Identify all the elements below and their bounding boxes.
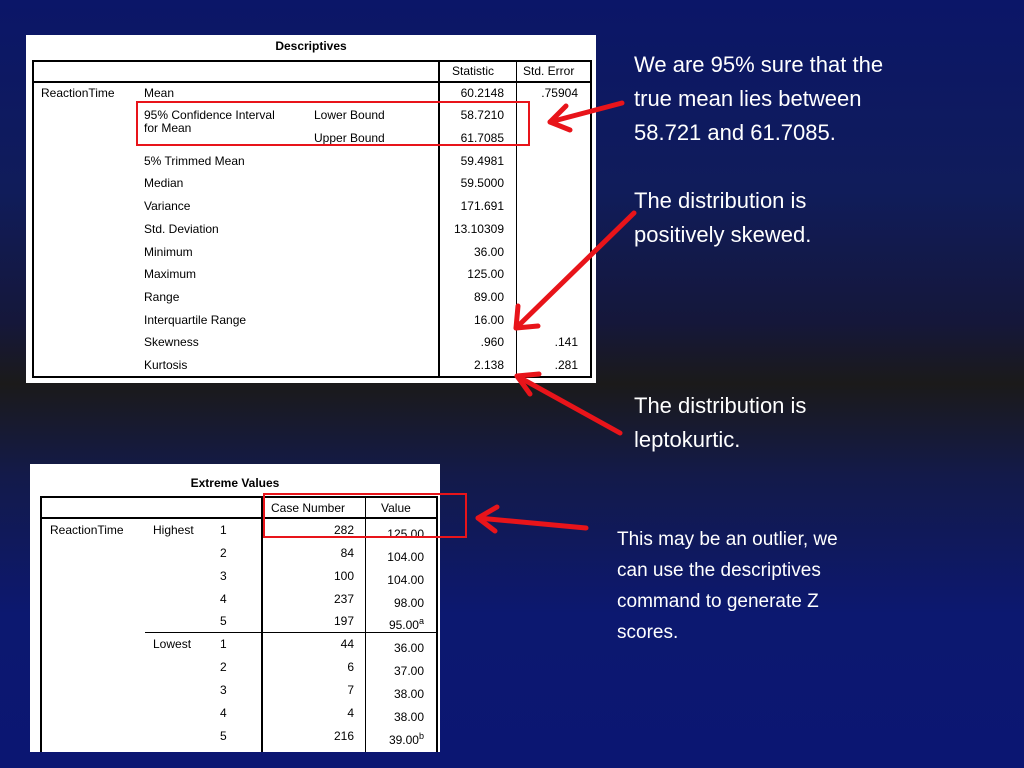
header-case-number: Case Number xyxy=(271,501,346,515)
value-cell xyxy=(366,637,424,655)
table-border xyxy=(32,60,34,378)
case-number: 216 xyxy=(333,729,354,743)
rank: 4 xyxy=(220,706,227,720)
value: 95.00 xyxy=(388,618,419,632)
footnote-marker: b xyxy=(418,731,424,741)
outlier-highlight-box xyxy=(263,493,467,538)
ci-label: 95% Confidence Interval xyxy=(144,108,275,122)
arrow-kurtosis xyxy=(517,376,620,433)
header-value: Value xyxy=(381,501,411,515)
ci-highlight-box xyxy=(136,101,530,146)
variable-label: ReactionTime xyxy=(50,523,124,537)
table-border xyxy=(40,496,42,752)
row-std-error: .281 xyxy=(554,358,578,372)
value: 39.00 xyxy=(388,733,419,747)
header-divider xyxy=(32,81,592,83)
row-label: Variance xyxy=(144,199,191,213)
table-border xyxy=(590,60,592,378)
variable-label: ReactionTime xyxy=(41,86,115,100)
row-statistic: 61.7085 xyxy=(460,131,504,145)
value-cell xyxy=(366,683,424,701)
row-statistic: 36.00 xyxy=(473,245,504,259)
value-cell xyxy=(366,660,424,678)
case-number: 237 xyxy=(333,592,354,606)
value-cell xyxy=(366,706,424,724)
callout-skewness: The distribution is positively skewed. xyxy=(634,188,812,247)
row-label: Std. Deviation xyxy=(144,222,219,236)
row-label: Interquartile Range xyxy=(144,313,247,327)
ci-label: for Mean xyxy=(144,121,192,135)
case-number: 44 xyxy=(340,637,354,651)
row-statistic: 2.138 xyxy=(473,358,504,372)
row-sublabel: Lower Bound xyxy=(314,108,385,122)
rank: 3 xyxy=(220,569,227,583)
row-statistic: 13.10309 xyxy=(453,222,504,236)
row-statistic: 58.7210 xyxy=(460,108,504,122)
value: 38.00 xyxy=(393,687,424,701)
row-label: Maximum xyxy=(144,267,197,281)
row-statistic: .960 xyxy=(480,335,504,349)
value-cell xyxy=(366,546,424,564)
row-label: Kurtosis xyxy=(144,358,188,372)
callout-kurtosis: The distribution is leptokurtic. xyxy=(634,393,807,452)
callout-outlier: This may be an outlier, we can use the descriptives command to generate Z scores. xyxy=(617,529,838,643)
row-label: Minimum xyxy=(144,245,193,259)
row-statistic: 59.5000 xyxy=(460,176,504,190)
value: 38.00 xyxy=(393,710,424,724)
row-label: Median xyxy=(144,176,184,190)
value-cell xyxy=(366,614,424,632)
case-number: 6 xyxy=(347,660,354,674)
row-statistic: 60.2148 xyxy=(460,86,504,100)
row-statistic: 125.00 xyxy=(467,267,504,281)
value: 104.00 xyxy=(387,550,424,564)
case-number: 4 xyxy=(347,706,354,720)
callout-confidence-interval: We are 95% sure that the true mean lies between 58.721 and 61.7085. xyxy=(634,52,884,145)
rank: 1 xyxy=(220,637,227,651)
case-number: 197 xyxy=(333,614,354,628)
rank: 2 xyxy=(220,660,227,674)
row-sublabel: Upper Bound xyxy=(314,131,385,145)
row-label: Mean xyxy=(144,86,175,100)
value-cell xyxy=(366,592,424,610)
rank: 5 xyxy=(220,729,227,743)
rank: 4 xyxy=(220,592,227,606)
row-std-error: .75904 xyxy=(541,86,578,100)
value: 104.00 xyxy=(387,573,424,587)
value: 37.00 xyxy=(393,664,424,678)
descriptives-title: Descriptives xyxy=(275,39,347,53)
value: 98.00 xyxy=(393,596,424,610)
descriptives-table xyxy=(26,35,596,383)
lowest-label: Lowest xyxy=(153,637,192,651)
rank: 5 xyxy=(220,614,227,628)
row-label: Range xyxy=(144,290,180,304)
table-border xyxy=(32,376,592,378)
case-number: 282 xyxy=(333,523,354,537)
row-statistic: 16.00 xyxy=(473,313,504,327)
rank: 1 xyxy=(220,523,227,537)
value-cell xyxy=(366,569,424,587)
value-cell xyxy=(366,729,424,747)
extreme-values-title: Extreme Values xyxy=(190,476,280,490)
value: 36.00 xyxy=(393,641,424,655)
table-border xyxy=(32,60,592,62)
case-number: 84 xyxy=(340,546,354,560)
footnote-marker: a xyxy=(418,616,424,626)
row-statistic: 171.691 xyxy=(460,199,504,213)
row-statistic: 59.4981 xyxy=(460,154,504,168)
value: 125.00 xyxy=(387,527,424,541)
header-std-error: Std. Error xyxy=(523,64,575,78)
case-number: 100 xyxy=(333,569,354,583)
row-label: Skewness xyxy=(144,335,199,349)
row-label: 5% Trimmed Mean xyxy=(144,154,245,168)
arrow-outlier xyxy=(478,518,586,528)
arrow-outlier-head xyxy=(478,507,497,531)
row-std-error: .141 xyxy=(554,335,578,349)
rank: 2 xyxy=(220,546,227,560)
highest-label: Highest xyxy=(153,523,194,537)
header-statistic: Statistic xyxy=(452,64,495,78)
group-divider xyxy=(145,632,438,633)
case-number: 7 xyxy=(347,683,354,697)
row-statistic: 89.00 xyxy=(473,290,504,304)
rank: 3 xyxy=(220,683,227,697)
